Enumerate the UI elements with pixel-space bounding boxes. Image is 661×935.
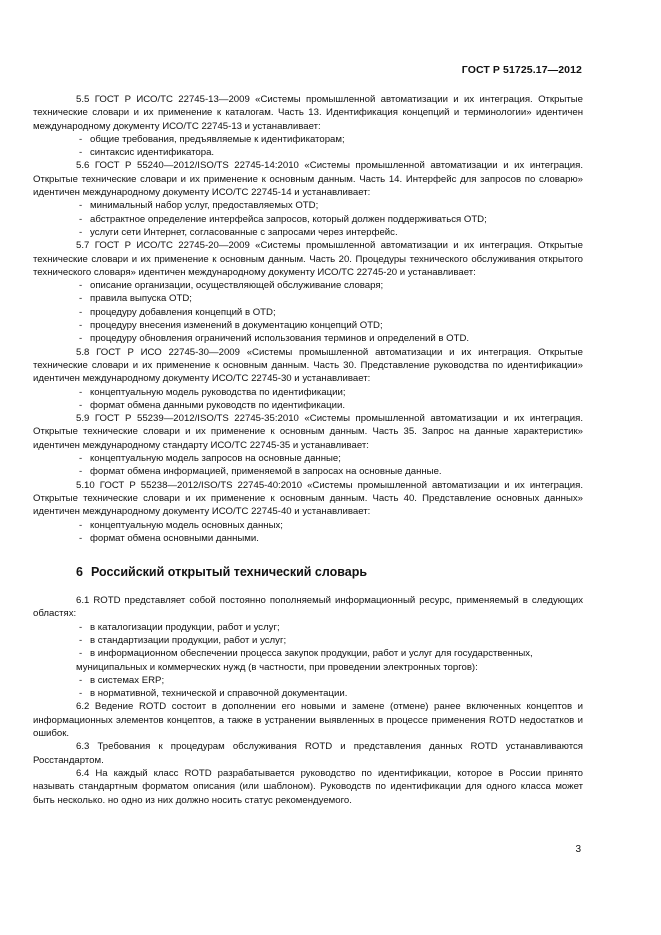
page-number: 3 bbox=[575, 844, 581, 855]
list-item: - в системах ERP; bbox=[33, 674, 583, 687]
list-item: - концептуальную модель руководства по идентификации; bbox=[33, 386, 583, 399]
document-body bbox=[33, 93, 583, 807]
list-item: - услуги сети Интернет, согласованные с запросами через интерфейс. bbox=[33, 226, 583, 239]
list-item: - общие требования, предъявляемые к идентификаторам; bbox=[33, 133, 583, 146]
paragraph: 5.8 ГОСТ Р ИСО 22745-30—2009 «Системы промышленной автоматизации и их интеграция. Открытые технические словари и их применение к основным данным. Часть 30. Представление руководства по идентификации» идентичен международному документу ИСО/ТС 22745-30 и устанавливает: bbox=[33, 346, 583, 385]
paragraph: 6.3 Требования к процедурам обслуживания ROTD и представления данных ROTD устанавливаются Росстандартом. bbox=[33, 741, 583, 766]
list-item: - формат обмена данными руководств по идентификации. bbox=[33, 399, 583, 412]
list-item: - процедуру внесения изменений в документацию концепций OTD; bbox=[33, 319, 583, 332]
section-title-text: Российский открытый технический словарь bbox=[90, 565, 368, 580]
document-header bbox=[462, 64, 582, 76]
list-item: - процедуру обновления ограничений использования терминов и определений в OTD. bbox=[33, 332, 583, 345]
paragraph: 5.5 ГОСТ Р ИСО/ТС 22745-13—2009 «Системы промышленной автоматизации и их интеграция. Открытые технические словари и их применение к каталогам. Часть 13. Идентификация концепций и терминологии» идентичен международному документу ИСО/ТС 22745-13 и устанавливает: bbox=[33, 94, 583, 132]
list-item: - в нормативной, технической и справочной документации. bbox=[33, 687, 583, 700]
section-5-content bbox=[33, 93, 583, 545]
paragraph: 6.4 На каждый класс ROTD разрабатывается руководство по идентификации, которое в России принято называть стандартным форматом описания (или шаблоном). Руководств по идентификации для одного класса может быть несколько. но одно из них должно носить статус рекомендуемого. bbox=[33, 767, 583, 806]
list-item: - описание организации, осуществляющей обслуживание словаря; bbox=[33, 279, 583, 292]
list-item: - формат обмена информацией, применяемой в запросах на основные данные. bbox=[33, 465, 583, 478]
paragraph: 5.9 ГОСТ Р 55239—2012/ISO/TS 22745-35:2010 «Системы промышленной автоматизации и их интеграция. Открытые технические словари и их применение к основным данным. Часть 35. Запрос на данные характеристик» идентичен международному стандарту ИСО/ТС 22745-35 и устанавливает: bbox=[33, 413, 583, 451]
paragraph: 6.2 Ведение ROTD состоит в дополнении его новыми и замене (отмене) ранее включенных концептов и информационных элементов концептов, а также в устранении выявленных в процессе применения ROTD недостатков и ошибок. bbox=[33, 701, 583, 740]
list-item: - формат обмена основными данными. bbox=[33, 532, 583, 545]
standard-id: ГОСТ Р 51725.17—2012 bbox=[461, 64, 582, 76]
section-heading bbox=[33, 564, 583, 580]
list-item: - процедуру добавления концепций в OTD; bbox=[33, 306, 583, 319]
list-item: - абстрактное определение интерфейса запросов, который должен поддерживаться OTD; bbox=[33, 213, 583, 226]
section-number: 6 bbox=[76, 565, 83, 580]
paragraph: 5.6 ГОСТ Р 55240—2012/ISO/TS 22745-14:2010 «Системы промышленной автоматизации и их интеграция. Открытые технические словари и их применение к основным данным. Часть 14. Интерфейс для запросов по словарю» идентичен международному документу ИСО/ТС 22745-14 и устанавливает: bbox=[33, 160, 583, 199]
list-item: - в каталогизации продукции, работ и услуг; bbox=[33, 621, 583, 634]
list-item: - синтаксис идентификатора. bbox=[33, 146, 583, 159]
list-item: - минимальный набор услуг, предоставляемых OTD; bbox=[33, 199, 583, 212]
list-item: - правила выпуска OTD; bbox=[33, 292, 583, 305]
list-item: - концептуальную модель запросов на основные данные; bbox=[33, 452, 583, 465]
paragraph: 5.7 ГОСТ Р ИСО/ТС 22745-20—2009 «Системы промышленной автоматизации и их интеграция. Открытые технические словари и их применение к основным данным. Часть 20. Процедуры технического обслуживания открытого технического словаря» идентичен международному документу ИСО/ТС 22745-20 и устанавливает: bbox=[33, 240, 583, 278]
paragraph: 6.1 ROTD представляет собой постоянно пополняемый информационный ресурс, применяемый в следующих областях: bbox=[33, 595, 583, 620]
list-item: - в информационном обеспечении процесса закупок продукции, работ и услуг для государственных, муниципальных и коммерческих нужд (в частности, при проведении электронных торгов): bbox=[33, 647, 583, 674]
list-item: - в стандартизации продукции, работ и услуг; bbox=[33, 634, 583, 647]
paragraph: 5.10 ГОСТ Р 55238—2012/ISO/TS 22745-40:2010 «Системы промышленной автоматизации и их интеграция. Открытые технические словари и их применение к основным данным. Часть 40. Представление основных данных» идентичен международному документу ИСО/ТС 22745-40 и устанавливает: bbox=[33, 479, 583, 518]
list-item: - концептуальную модель основных данных; bbox=[33, 519, 583, 532]
section-6-content bbox=[33, 594, 583, 807]
